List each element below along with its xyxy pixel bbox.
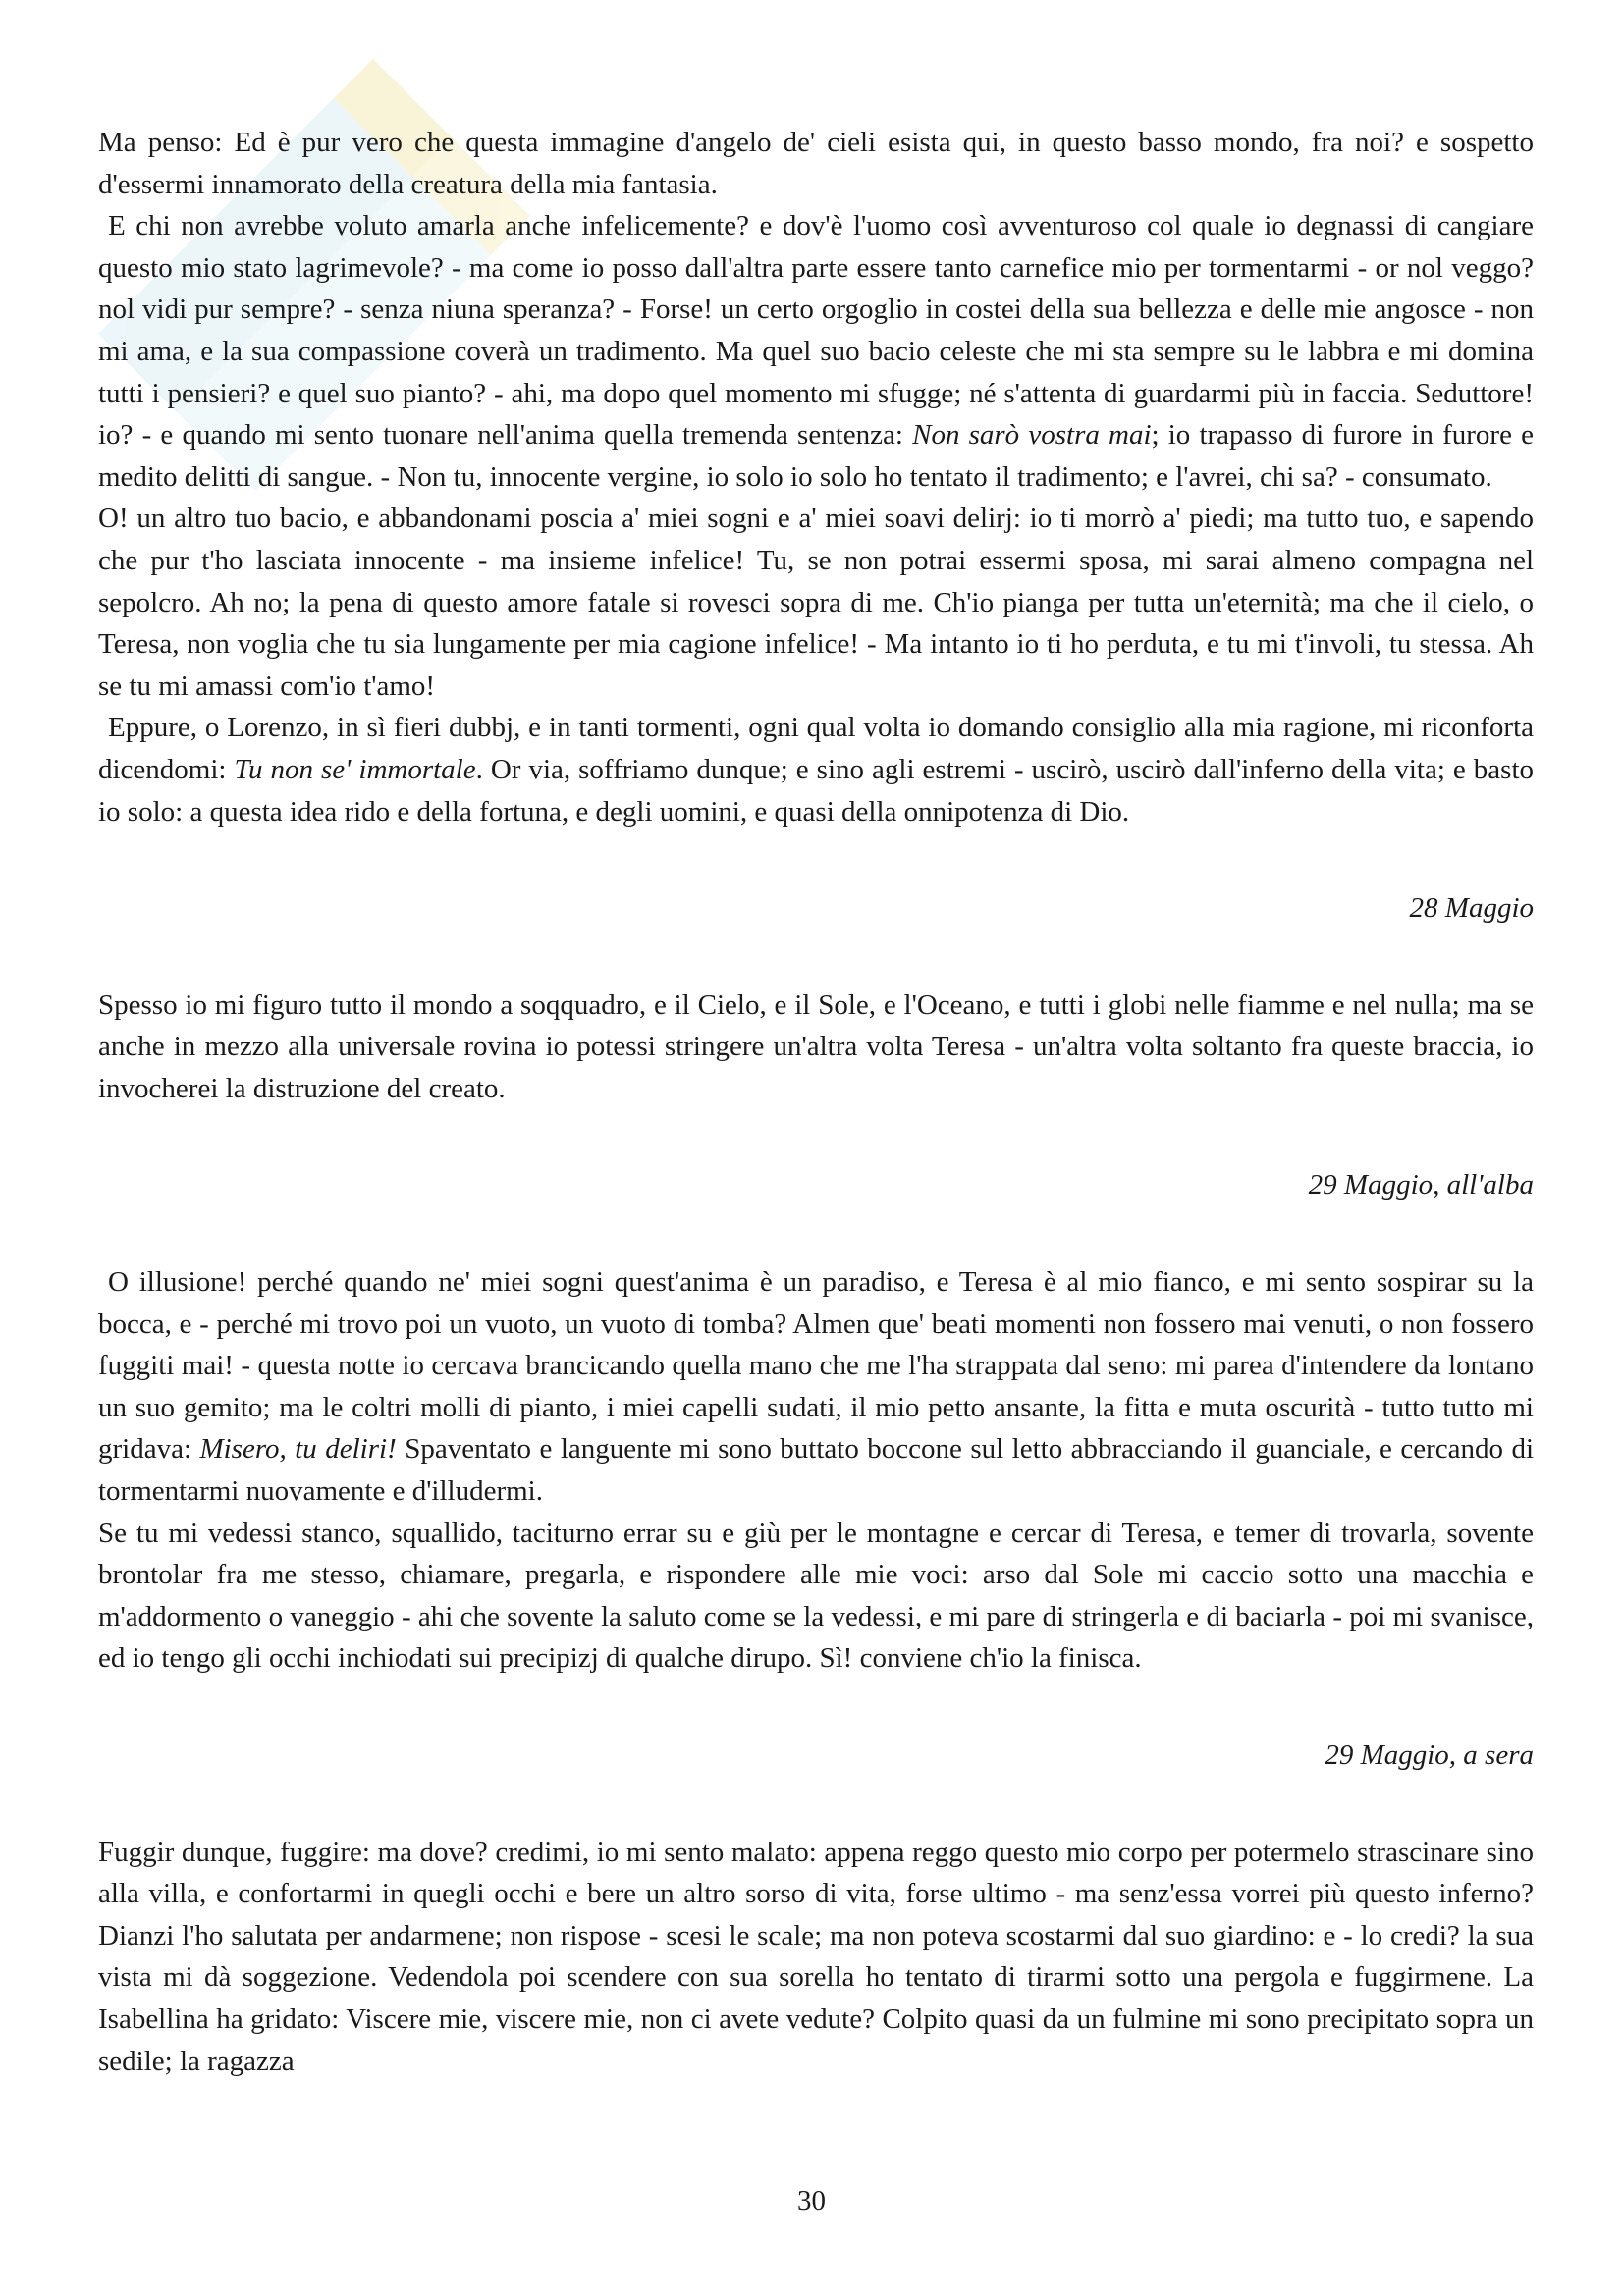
quoted-sentence: Tu non se' immortale [234, 753, 476, 785]
entry-date: 28 Maggio [1409, 892, 1534, 925]
quoted-sentence: Non sarò vostra mai [912, 419, 1152, 452]
paragraph-text: Eppure, o Lorenzo, in sì fieri dubbj, e in tanti tormenti, ogni qual volta io domando consiglio alla mia ragione, mi riconforta dicendomi: [98, 712, 1534, 785]
paragraph-text: ; io trapasso di furore in furore e medito delitti di sangue. - Non tu, innocente vergine, io solo io solo ho tentato il tradimento; e l'avrei, chi sa? - consumato. [98, 419, 1534, 493]
paragraph-text: Ma penso: Ed è pur vero che questa immagine d'angelo de' cieli esista qui, in questo basso mondo, fra noi? e sospetto d'essermi innamorato della creatura della mia fantasia. [98, 127, 1534, 200]
paragraph-8 [98, 1832, 1534, 2083]
paragraph-text: E chi non avrebbe voluto amarla anche infelicemente? e dov'è l'uomo così avventuroso col quale io degnassi di cangiare questo mio stato lagrimevole? - ma come io posso dall'altra parte essere tanto carnefice mio per tormentarmi - or nol veggo? nol vidi pur sempre? - senza niuna speranza? - Forse! un certo orgoglio in costei della sua bellezza e delle mie angosce - non mi ama, e la sua compassione coverà un tradimento. Ma quel suo bacio celeste che mi sta sempre su le labbra e mi domina tutti i pensieri? e quel suo pianto? - ahi, ma dopo quel momento mi sfugge; né s'attenta di guardarmi più in faccia. Seduttore! io? - e quando mi sento tuonare nell'anima quella tremenda sentenza: [98, 210, 1534, 452]
paragraph-7 [98, 1513, 1534, 1680]
paragraph-3 [98, 498, 1534, 707]
paragraph-text: O! un altro tuo bacio, e abbandonami poscia a' miei sogni e a' miei soavi delirj: io ti morrò a' piedi; ma tutto tuo, e sapendo che pur t'ho lasciata innocente - ma insieme infelice! Tu, se non potrai essermi sposa, mi sarai almeno compagna nel sepolcro. Ah no; la pena di questo amore fatale si rovesci sopra di me. Ch'io pianga per tutta un'eternità; ma che il cielo, o Teresa, non voglia che tu sia lungamente per mia cagione infelice! - Ma intanto io ti ho perduta, e tu mi t'involi, tu stessa. Ah se tu mi amassi com'io t'amo! [98, 503, 1534, 702]
paragraph-2 [98, 205, 1534, 498]
entry-date: 29 Maggio, a sera [1325, 1739, 1534, 1771]
paragraph-text: . Or via, soffriamo dunque; e sino agli estremi - uscirò, uscirò dall'inferno della vita; e basto io solo: a questa idea rido e della fortuna, e degli uomini, e quasi della onnipotenza di Dio. [98, 753, 1534, 828]
page-number: 30 [797, 2185, 826, 2216]
paragraph-text: Fuggir dunque, fuggire: ma dove? credimi, io mi sento malato: appena reggo questo mio corpo per potermelo strascinare sino alla villa, e confortarmi in quegli occhi e bere un altro sorso di vita, forse ultimo - ma senz'essa vorrei più questo inferno? Dianzi l'ho salutata per andarmene; non rispose - scesi le scale; ma non poteva scostarmi dal suo giardino: e - lo credi? la sua vista mi dà soggezione. Vedendola poi scendere con sua sorella ho tentato di tirarmi sotto una pergola e fuggirmene. La Isabellina ha gridato: Viscere mie, viscere mie, non ci avete vedute? Colpito quasi da un fulmine mi sono precipitato sopra un sedile; la ragazza [98, 1836, 1534, 2077]
document-body [98, 122, 1534, 2082]
paragraph-text: Spaventato e languente mi sono buttato boccone sul letto abbracciando il guanciale, e cercando di tormentarmi nuovamente e d'illudermi. [98, 1433, 1535, 1508]
quoted-sentence: Misero, tu deliri! [199, 1433, 397, 1466]
entry-date: 29 Maggio, all'alba [1308, 1169, 1534, 1201]
paragraph-4 [98, 707, 1534, 832]
paragraph-5 [98, 985, 1534, 1110]
paragraph-text: O illusione! perché quando ne' miei sogni quest'anima è un paradiso, e Teresa è al mio fianco, e mi sento sospirar su la bocca, e - perché mi trovo poi un vuoto, un vuoto di tomba? Almen que' beati momenti non fossero mai venuti, o non fossero fuggiti mai! - questa notte io cercava brancicando quella mano che me l'ha strappata dal seno: mi parea d'intendere da lontano un suo gemito; ma le coltri molli di pianto, i miei capelli sudati, il mio petto ansante, la fitta e muta oscurità - tutto tutto mi gridava: [98, 1266, 1534, 1466]
paragraph-text: Spesso io mi figuro tutto il mondo a soqquadro, e il Cielo, e il Sole, e l'Oceano, e tutti i globi nelle fiamme e nel nulla; ma se anche in mezzo alla universale rovina io potessi stringere un'altra volta Teresa - un'altra volta soltanto fra queste braccia, io invocherei la distruzione del creato. [98, 988, 1534, 1104]
paragraph-1 [98, 122, 1534, 205]
paragraph-text: Se tu mi vedessi stanco, squallido, taciturno errar su e giù per le montagne e cercar di Teresa, e temer di trovarla, sovente brontolar fra me stesso, chiamare, pregarla, e rispondere alle mie voci: arso dal Sole mi caccio sotto una macchia e m'addormento o vaneggio - ahi che sovente la saluto come se la vedessi, e mi pare di stringerla e di baciarla - poi mi svanisce, ed io tengo gli occhi inchiodati sui precipizj di qualche dirupo. Sì! conviene ch'io la finisca. [98, 1517, 1534, 1675]
paragraph-6 [98, 1261, 1534, 1513]
